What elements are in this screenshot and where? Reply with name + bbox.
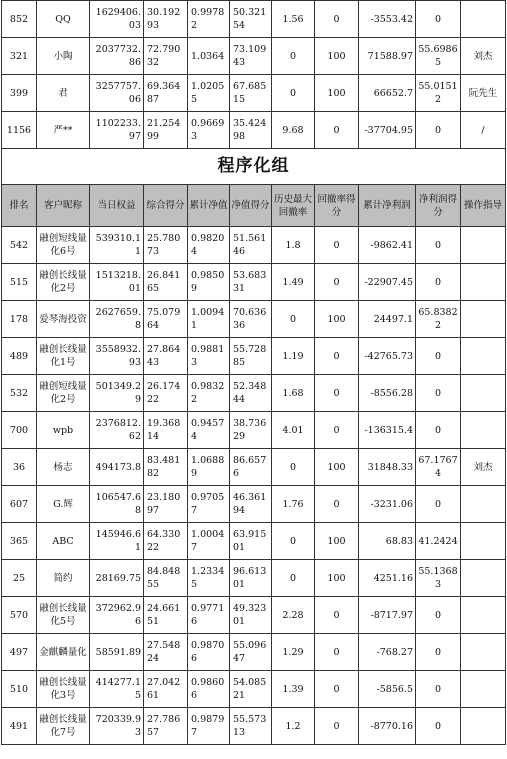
cell-dd-score: 0 (315, 671, 359, 708)
cell-rank: 178 (2, 301, 37, 338)
cell-rank: 700 (2, 412, 37, 449)
cell-name: 简约 (37, 560, 90, 597)
cell-guide: 刘杰 (461, 38, 506, 75)
cell-nav-score: 55.72885 (230, 338, 272, 375)
cell-score: 72.79032 (144, 38, 188, 75)
cell-profit-score: 0 (416, 634, 461, 671)
cell-rank: 489 (2, 338, 37, 375)
cell-guide (461, 671, 506, 708)
cell-guide (461, 597, 506, 634)
cell-dd-score: 0 (315, 264, 359, 301)
cell-dd-score: 0 (315, 227, 359, 264)
cell-dd-score: 100 (315, 449, 359, 486)
cell-max-dd: 1.56 (272, 1, 315, 38)
table-row (2, 227, 506, 264)
cell-max-dd: 1.39 (272, 671, 315, 708)
cell-nav-score: 49.32301 (230, 597, 272, 634)
cell-nav-score: 86.6576 (230, 449, 272, 486)
cell-max-dd: 1.29 (272, 634, 315, 671)
cell-dd-score: 0 (315, 708, 359, 745)
cell-rank: 515 (2, 264, 37, 301)
table-row (2, 412, 506, 449)
cell-guide (461, 301, 506, 338)
cell-equity: 501349.29 (90, 375, 144, 412)
cell-net-profit: -9862.41 (359, 227, 416, 264)
cell-nav: 0.97057 (188, 486, 230, 523)
cell-score: 30.19293 (144, 1, 188, 38)
cell-name: 融创长线量化2号 (37, 264, 90, 301)
cell-guide (461, 560, 506, 597)
cell-max-dd: 0 (272, 38, 315, 75)
cell-max-dd: 1.2 (272, 708, 315, 745)
header-nav: 累计净值 (188, 185, 230, 227)
cell-nav: 1.0364 (188, 38, 230, 75)
cell-rank: 570 (2, 597, 37, 634)
cell-name: 君 (37, 75, 90, 112)
cell-rank: 491 (2, 708, 37, 745)
cell-rank: 497 (2, 634, 37, 671)
cell-net-profit: -136315.4 (359, 412, 416, 449)
cell-name: wpb (37, 412, 90, 449)
cell-net-profit: 4251.16 (359, 560, 416, 597)
cell-net-profit: -42765.73 (359, 338, 416, 375)
cell-nav: 0.98706 (188, 634, 230, 671)
cell-max-dd: 1.68 (272, 375, 315, 412)
cell-score: 23.18097 (144, 486, 188, 523)
ranking-table (1, 0, 506, 745)
cell-guide (461, 227, 506, 264)
cell-net-profit: 71588.97 (359, 38, 416, 75)
cell-profit-score: 0 (416, 264, 461, 301)
header-equity: 当日权益 (90, 185, 144, 227)
cell-score: 21.25499 (144, 112, 188, 149)
column-headers (2, 185, 506, 227)
header-rank: 排名 (2, 185, 37, 227)
cell-nav: 1.00941 (188, 301, 230, 338)
cell-guide (461, 375, 506, 412)
cell-score: 27.78657 (144, 708, 188, 745)
cell-nav: 0.98797 (188, 708, 230, 745)
cell-max-dd: 0 (272, 301, 315, 338)
cell-profit-score: 41.2424 (416, 523, 461, 560)
cell-rank: 365 (2, 523, 37, 560)
cell-max-dd: 0 (272, 560, 315, 597)
cell-rank: 542 (2, 227, 37, 264)
cell-nav: 0.94574 (188, 412, 230, 449)
cell-dd-score: 0 (315, 597, 359, 634)
cell-nav: 0.98813 (188, 338, 230, 375)
table-row (2, 671, 506, 708)
cell-profit-score: 0 (416, 708, 461, 745)
cell-name: 融创长线量化5号 (37, 597, 90, 634)
table-row (2, 449, 506, 486)
cell-profit-score: 0 (416, 486, 461, 523)
table-row (2, 112, 506, 149)
cell-nav: 1.23345 (188, 560, 230, 597)
cell-dd-score: 0 (315, 412, 359, 449)
cell-dd-score: 0 (315, 112, 359, 149)
cell-profit-score: 0 (416, 375, 461, 412)
cell-profit-score: 0 (416, 597, 461, 634)
cell-dd-score: 100 (315, 301, 359, 338)
header-max-drawdown: 历史最大回撤率 (272, 185, 315, 227)
cell-nav: 0.97716 (188, 597, 230, 634)
cell-rank: 532 (2, 375, 37, 412)
cell-max-dd: 0 (272, 523, 315, 560)
cell-guide: 阮先生 (461, 75, 506, 112)
cell-nav: 0.98322 (188, 375, 230, 412)
cell-rank: 510 (2, 671, 37, 708)
cell-rank: 36 (2, 449, 37, 486)
table-row (2, 634, 506, 671)
cell-score: 84.84855 (144, 560, 188, 597)
cell-equity: 2376812.62 (90, 412, 144, 449)
cell-score: 19.36814 (144, 412, 188, 449)
cell-nav: 1.06889 (188, 449, 230, 486)
cell-guide (461, 338, 506, 375)
cell-net-profit: -8770.16 (359, 708, 416, 745)
table-row (2, 264, 506, 301)
cell-dd-score: 100 (315, 560, 359, 597)
cell-score: 75.07964 (144, 301, 188, 338)
header-guide: 操作指导 (461, 185, 506, 227)
cell-score: 26.17422 (144, 375, 188, 412)
table-row (2, 486, 506, 523)
cell-nav: 0.98509 (188, 264, 230, 301)
cell-net-profit: -8717.97 (359, 597, 416, 634)
cell-rank: 321 (2, 38, 37, 75)
cell-equity: 3558932.93 (90, 338, 144, 375)
cell-profit-score: 0 (416, 338, 461, 375)
cell-profit-score: 0 (416, 112, 461, 149)
cell-max-dd: 0 (272, 75, 315, 112)
cell-name: 融创长线量化3号 (37, 671, 90, 708)
cell-equity: 145946.61 (90, 523, 144, 560)
cell-max-dd: 1.19 (272, 338, 315, 375)
cell-nav: 1.00047 (188, 523, 230, 560)
cell-nav-score: 67.68515 (230, 75, 272, 112)
cell-profit-score: 0 (416, 412, 461, 449)
cell-name: ABC (37, 523, 90, 560)
cell-profit-score: 0 (416, 227, 461, 264)
cell-profit-score: 67.17674 (416, 449, 461, 486)
table-row (2, 375, 506, 412)
cell-net-profit: -3231.06 (359, 486, 416, 523)
cell-nav-score: 35.42498 (230, 112, 272, 149)
cell-equity: 372962.96 (90, 597, 144, 634)
cell-dd-score: 0 (315, 634, 359, 671)
cell-equity: 3257757.06 (90, 75, 144, 112)
cell-equity: 2037732.86 (90, 38, 144, 75)
cell-dd-score: 0 (315, 338, 359, 375)
group-rows (2, 227, 506, 745)
cell-name: G.辉 (37, 486, 90, 523)
cell-guide: / (461, 112, 506, 149)
cell-max-dd: 4.01 (272, 412, 315, 449)
cell-nav: 0.96693 (188, 112, 230, 149)
cell-net-profit: -8556.28 (359, 375, 416, 412)
header-nav-score: 净值得分 (230, 185, 272, 227)
cell-nav-score: 53.68331 (230, 264, 272, 301)
cell-guide (461, 264, 506, 301)
cell-name: 杨志 (37, 449, 90, 486)
group-title: 程序化组 (2, 149, 506, 185)
cell-rank: 1156 (2, 112, 37, 149)
cell-equity: 494173.8 (90, 449, 144, 486)
table-row (2, 523, 506, 560)
group-header (2, 149, 506, 227)
header-name: 客户昵称 (37, 185, 90, 227)
cell-guide (461, 1, 506, 38)
cell-nav-score: 50.32154 (230, 1, 272, 38)
cell-nav: 1.02055 (188, 75, 230, 112)
cell-net-profit: -5856.5 (359, 671, 416, 708)
cell-net-profit: -37704.95 (359, 112, 416, 149)
cell-nav: 0.98204 (188, 227, 230, 264)
cell-equity: 58591.89 (90, 634, 144, 671)
cell-equity: 28169.75 (90, 560, 144, 597)
cell-equity: 720339.93 (90, 708, 144, 745)
cell-equity: 106547.68 (90, 486, 144, 523)
table-row (2, 75, 506, 112)
cell-name: 融创长线量化7号 (37, 708, 90, 745)
cell-max-dd: 9.68 (272, 112, 315, 149)
table-row (2, 708, 506, 745)
cell-name: 融创长线量化1号 (37, 338, 90, 375)
cell-equity: 539310.11 (90, 227, 144, 264)
cell-nav: 0.98606 (188, 671, 230, 708)
cell-profit-score: 65.83822 (416, 301, 461, 338)
table-row (2, 38, 506, 75)
cell-nav-score: 52.34844 (230, 375, 272, 412)
cell-net-profit: 68.83 (359, 523, 416, 560)
cell-nav-score: 96.61301 (230, 560, 272, 597)
cell-score: 64.33022 (144, 523, 188, 560)
cell-name: 融创短线量化2号 (37, 375, 90, 412)
cell-name: 爱琴海投资 (37, 301, 90, 338)
cell-nav-score: 46.36194 (230, 486, 272, 523)
cell-nav-score: 54.08521 (230, 671, 272, 708)
cell-guide (461, 708, 506, 745)
cell-profit-score: 0 (416, 1, 461, 38)
cell-max-dd: 1.8 (272, 227, 315, 264)
cell-guide (461, 634, 506, 671)
cell-max-dd: 2.28 (272, 597, 315, 634)
cell-rank: 852 (2, 1, 37, 38)
cell-net-profit: 24497.1 (359, 301, 416, 338)
header-drawdown-score: 回撤率得分 (315, 185, 359, 227)
cell-nav-score: 55.57313 (230, 708, 272, 745)
cell-guide (461, 412, 506, 449)
cell-equity: 1629406.03 (90, 1, 144, 38)
cell-max-dd: 0 (272, 449, 315, 486)
cell-score: 27.86443 (144, 338, 188, 375)
cell-nav-score: 73.10943 (230, 38, 272, 75)
cell-guide: 刘杰 (461, 449, 506, 486)
cell-net-profit: -22907.45 (359, 264, 416, 301)
cell-nav-score: 51.56146 (230, 227, 272, 264)
cell-dd-score: 0 (315, 486, 359, 523)
cell-dd-score: 0 (315, 1, 359, 38)
cell-nav-score: 38.73629 (230, 412, 272, 449)
cell-equity: 414277.15 (90, 671, 144, 708)
cell-score: 27.54824 (144, 634, 188, 671)
cell-guide (461, 486, 506, 523)
cell-name: 严** (37, 112, 90, 149)
cell-name: 小陶 (37, 38, 90, 75)
cell-max-dd: 1.49 (272, 264, 315, 301)
cell-guide (461, 523, 506, 560)
table-row (2, 338, 506, 375)
previous-group-rows (2, 1, 506, 149)
cell-nav-score: 63.91501 (230, 523, 272, 560)
cell-net-profit: 66652.7 (359, 75, 416, 112)
cell-nav-score: 55.09647 (230, 634, 272, 671)
cell-rank: 399 (2, 75, 37, 112)
cell-rank: 607 (2, 486, 37, 523)
cell-score: 26.84165 (144, 264, 188, 301)
cell-profit-score: 0 (416, 671, 461, 708)
cell-dd-score: 0 (315, 375, 359, 412)
table-row (2, 1, 506, 38)
cell-net-profit: -3553.42 (359, 1, 416, 38)
header-profit-score: 净利润得分 (416, 185, 461, 227)
cell-dd-score: 100 (315, 523, 359, 560)
cell-score: 83.48182 (144, 449, 188, 486)
cell-max-dd: 1.76 (272, 486, 315, 523)
cell-equity: 2627659.8 (90, 301, 144, 338)
cell-score: 69.36487 (144, 75, 188, 112)
cell-score: 24.66151 (144, 597, 188, 634)
header-net-profit: 累计净利润 (359, 185, 416, 227)
header-score: 综合得分 (144, 185, 188, 227)
table-row (2, 301, 506, 338)
cell-net-profit: -768.27 (359, 634, 416, 671)
cell-profit-score: 55.13683 (416, 560, 461, 597)
cell-equity: 1102233.97 (90, 112, 144, 149)
cell-dd-score: 100 (315, 38, 359, 75)
cell-score: 27.04261 (144, 671, 188, 708)
cell-nav-score: 70.63636 (230, 301, 272, 338)
cell-nav: 0.99782 (188, 1, 230, 38)
cell-name: 融创短线量化6号 (37, 227, 90, 264)
cell-profit-score: 55.69865 (416, 38, 461, 75)
cell-name: QQ (37, 1, 90, 38)
table-row (2, 560, 506, 597)
cell-profit-score: 55.01512 (416, 75, 461, 112)
cell-name: 金麒麟量化 (37, 634, 90, 671)
cell-score: 25.78073 (144, 227, 188, 264)
table-row (2, 597, 506, 634)
cell-net-profit: 31848.33 (359, 449, 416, 486)
cell-equity: 1513218.01 (90, 264, 144, 301)
cell-rank: 25 (2, 560, 37, 597)
cell-dd-score: 100 (315, 75, 359, 112)
